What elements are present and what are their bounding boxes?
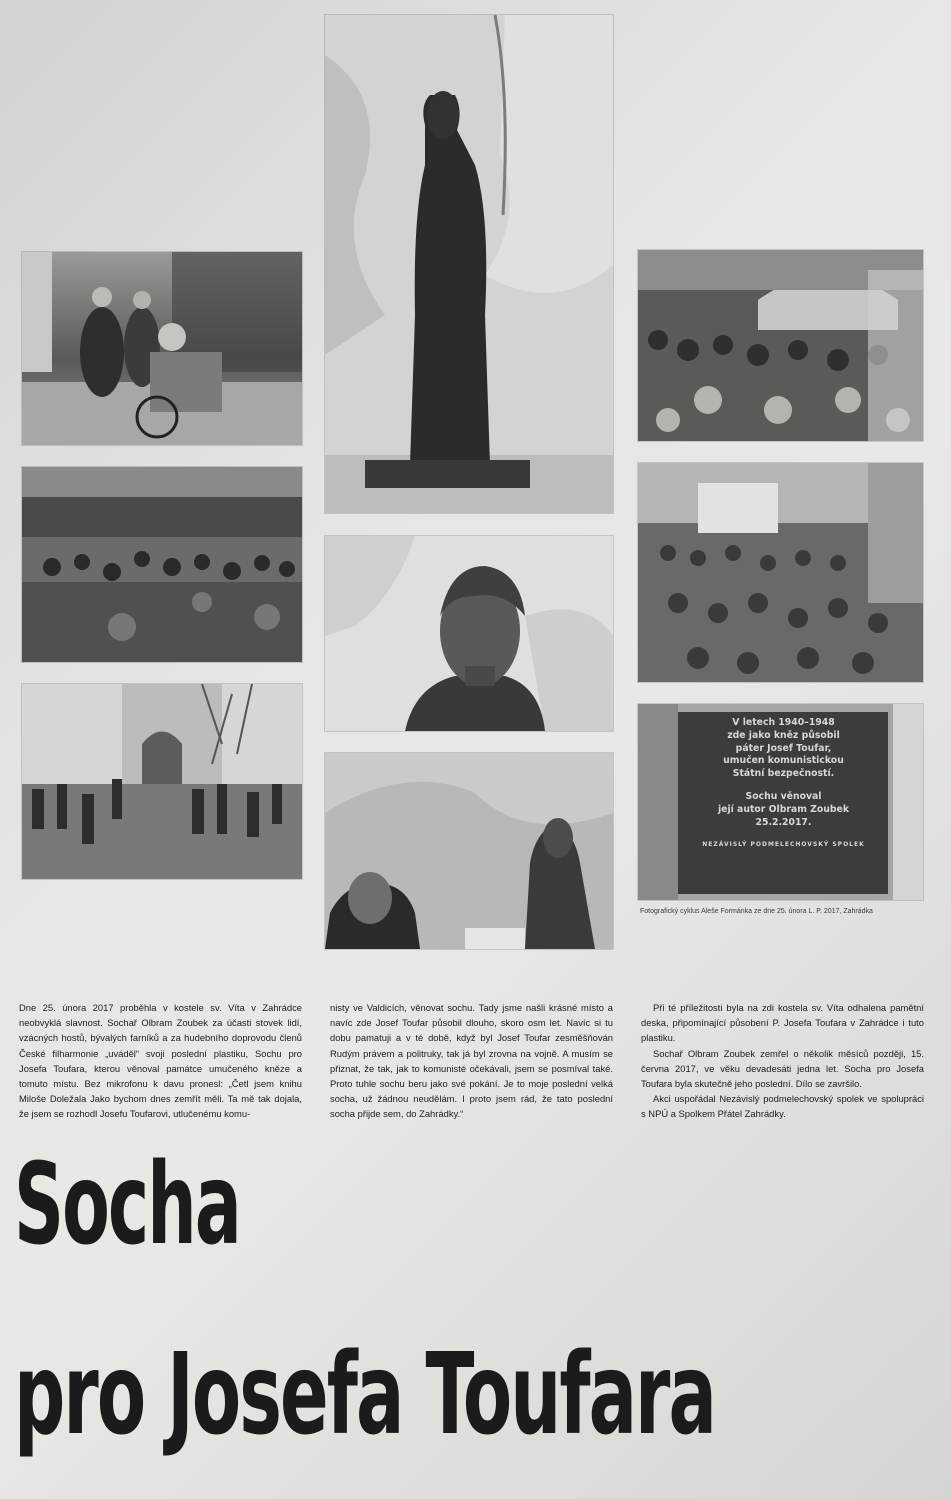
plaque-line: 25.2.2017. [755, 816, 812, 828]
photo-statue-bust [325, 536, 613, 731]
plaque-line: umučen komunistickou [723, 755, 844, 767]
plaque-line: NEZÁVISLÝ PODMELECHOVSKÝ SPOLEK [702, 841, 865, 849]
photo-memorial-plaque [638, 704, 923, 900]
photo-crowd-church [22, 684, 302, 879]
photo-caption: Fotografický cyklus Aleše Formánka ze dne 25. února L. P. 2017, Zahrádka [640, 908, 873, 915]
plaque-line: Sochu věnoval [745, 790, 822, 802]
photo-crowd-interior-2 [638, 463, 923, 682]
photo-statue-full [325, 15, 613, 513]
paragraph: Sochař Olbram Zoubek zemřel o několik měsíců později, 15. června 2017, ve věku devadesáti jedna let. Socha pro Josefa Toufara byla skutečně jeho poslední. Dílo se završilo. [641, 1047, 924, 1090]
paragraph: nisty ve Valdicích, věnovat sochu. Tady jsme našli krásné místo a navíc zde Josef Toufar působil dlouho, skoro osm let. Navíc si tu dobu pamatuji a v té době, když byl Josef Toufar zesměšňován Rudým právem a politruky, tak já byl zrovna na vojně. A musím se přiznat, že tak, jak to komunisté očekávali, jsem se posmíval také. Proto tuhle sochu beru jako své pokání. Je to moje poslední velká socha, už žádnou neudělám. I proto jsem rád, že tato poslední socha přijde sem, do Zahrádky.“ [330, 1002, 613, 1120]
paragraph: Při té příležitosti byla na zdi kostela sv. Víta odhalena pamětní deska, připomínající působení P. Josefa Toufara v Zahrádce i tuto plastiku. [641, 1002, 924, 1044]
photo-crowd-interior-1 [638, 250, 923, 441]
photo-sculptor-statue [325, 753, 613, 949]
plaque-line: zde jako kněz působil [727, 729, 840, 741]
text-column-2 [330, 1000, 613, 1122]
plaque-line: její autor Olbram Zoubek [717, 803, 850, 815]
plaque-line: páter Josef Toufar, [735, 742, 832, 754]
poster-title-line-2: pro Josefa Toufara [14, 1330, 715, 1460]
paragraph: Dne 25. února 2017 proběhla v kostele sv. Víta v Zahrádce neobvyklá slavnost. Sochař Olbram Zoubek za účasti stovek lidí, vzácných hostů, bývalých farníků a za hudebního doprovodu členů České filharmonie „uváděl“ svoji poslední plastiku, Sochu pro Josefa Toufara, kterou věnoval památce umučeného kněze a tomuto místu. Bez mikrofonu k davu pronesl: „Četl jsem knihu Miloše Doležala Jako bychom dnes zemřít měli. Ta mě tak dojala, že jsem se rozhodl Josefu Toufarovi, utlučenému komu- [19, 1002, 302, 1120]
photo-crowd-outdoors [22, 467, 302, 662]
photo-visitors-wheelchair [22, 252, 302, 445]
plaque-line: V letech 1940–1948 [732, 717, 835, 728]
text-column-1 [19, 1000, 302, 1122]
plaque-line: Státní bezpečností. [732, 768, 835, 780]
text-column-3 [641, 1000, 924, 1122]
paragraph: Akci uspořádal Nezávislý podmelechovský spolek ve spolupráci s NPÚ a Spolkem Přátel Zahrádky. [641, 1093, 924, 1120]
plaque-text [686, 717, 881, 892]
poster-title-line-1: Socha [14, 1140, 240, 1270]
